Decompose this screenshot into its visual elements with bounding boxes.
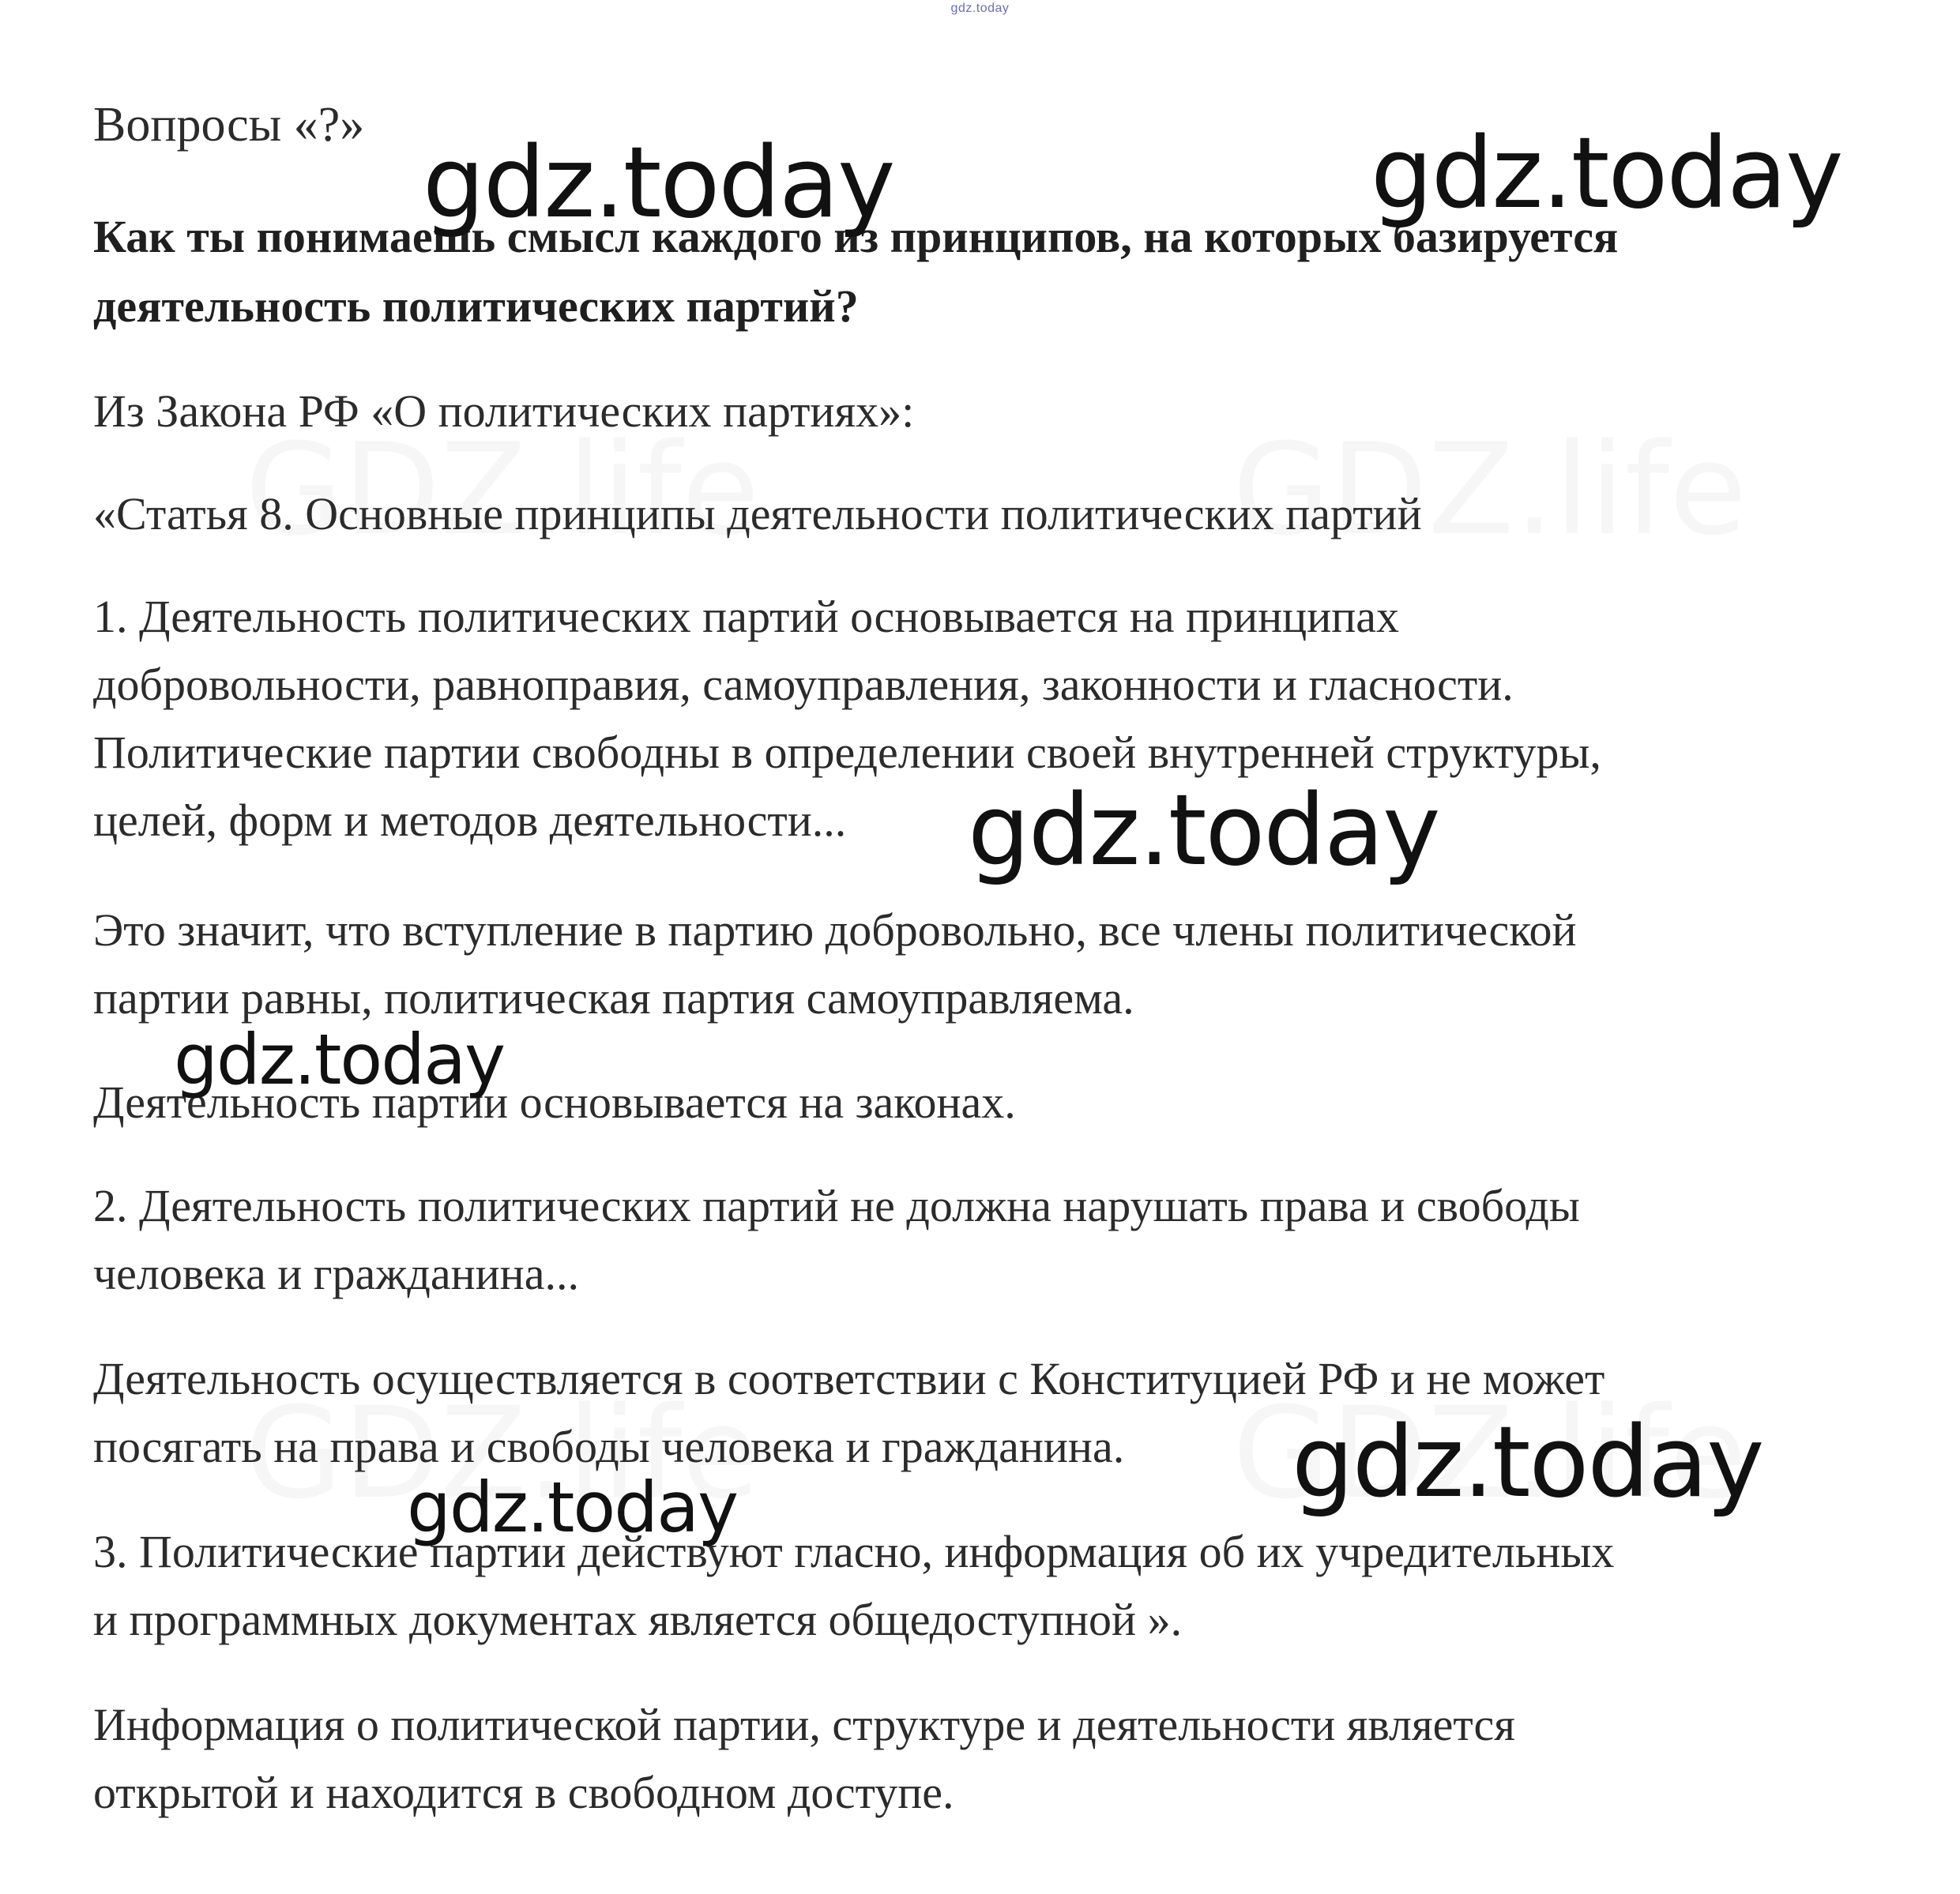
- article-title: «Статья 8. Основные принципы деятельности политических партий: [93, 488, 1422, 539]
- clause-line: 3. Политические партии действуют гласно, информация об их учредительных: [93, 1526, 1615, 1577]
- question-line: деятельность политических партий?: [93, 280, 859, 332]
- top-watermark: gdz.today: [950, 2, 1010, 15]
- clause-line: и программных документах является общедоступной ».: [93, 1594, 1183, 1645]
- question-line: Как ты понимаешь смысл каждого из принципов, на которых базируется: [93, 211, 1619, 262]
- clause-line: 1. Деятельность политических партий основывается на принципах: [93, 591, 1400, 642]
- answer-line: открытой и находится в свободном доступе.: [93, 1767, 954, 1818]
- answer-3: [93, 1691, 1879, 1827]
- watermark-top-left: gdz.today: [423, 126, 894, 240]
- watermark-lower-left: gdz.today: [407, 1467, 738, 1548]
- clause-line: 2. Деятельность политических партий не должна нарушать права и свободы: [93, 1180, 1580, 1231]
- answer-line: Это значит, что вступление в партию добровольно, все члены политической: [93, 904, 1577, 956]
- clause-line: добровольности, равноправия, самоуправления, законности и гласности.: [93, 659, 1514, 710]
- clause-2: [93, 1172, 1879, 1308]
- clause-3: [93, 1518, 1879, 1654]
- answer-line: Деятельность осуществляется в соответствии с Конституцией РФ и не может: [93, 1353, 1605, 1404]
- clause-line: целей, форм и методов деятельности...: [93, 795, 847, 846]
- clause-line: человека и гражданина...: [93, 1248, 579, 1299]
- answer-line: посягать на права и свободы человека и гражданина.: [93, 1421, 1125, 1472]
- answer-line: партии равны, политическая партия самоуправляема.: [93, 972, 1134, 1024]
- watermark-top-right: gdz.today: [1371, 117, 1842, 231]
- answer-1b: Деятельность партии основывается на законах.: [93, 1077, 1016, 1128]
- watermark-middle: gdz.today: [968, 774, 1439, 888]
- section-title: Вопросы «?»: [93, 98, 365, 152]
- watermark-lower-right: gdz.today: [1292, 1406, 1763, 1520]
- answer-1a: [93, 896, 1879, 1032]
- clause-line: Политические партии свободны в определении своей внутренней структуры,: [93, 727, 1601, 778]
- watermark-left: gdz.today: [174, 1019, 505, 1100]
- answer-line: Информация о политической партии, структуре и деятельности является: [93, 1699, 1515, 1750]
- law-source: Из Закона РФ «О политических партиях»:: [93, 385, 915, 437]
